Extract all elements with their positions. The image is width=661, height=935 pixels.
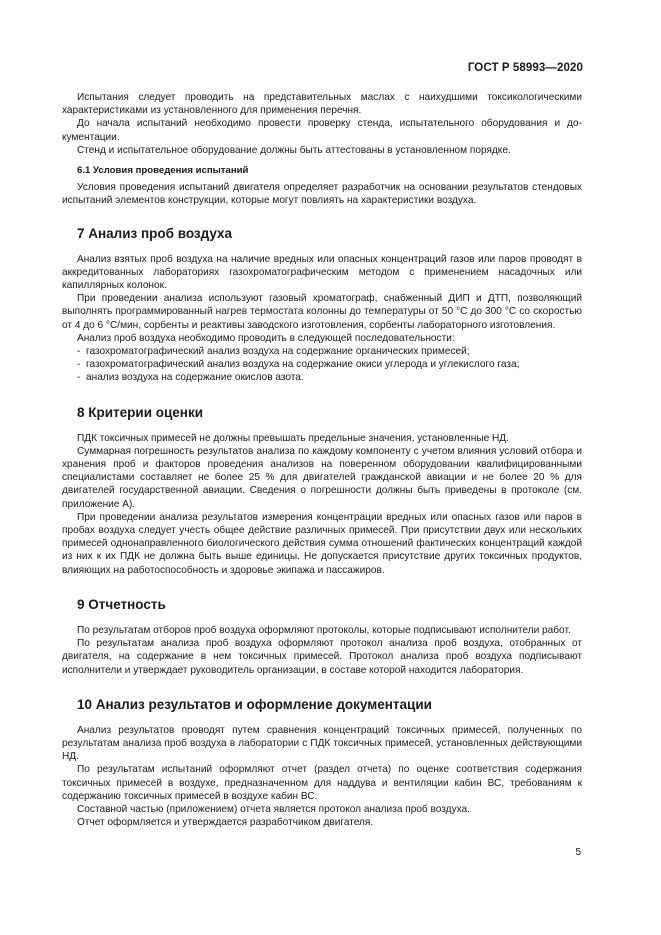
paragraph: Условия проведения испытаний двигателя определяет разработчик на основании результатов стендовых испытаний элементов конструкции, которые могут повлиять на характеристики воздуха. [62, 182, 582, 207]
section-title-8: 8 Критерии оценки [77, 404, 204, 420]
paragraph: По результатам отборов проб воздуха оформляют протоколы, которые подписывают исполнители работ. [77, 624, 571, 636]
paragraph: По результатам испытаний оформляют отчет (раздел отчета) по оценке соответствия содержания токсичных примесей в воздухе, предназначенном для наддува и вентиляции кабин ВС, требованиям к содержанию токсичных примесей в воздухе кабин ВС. [62, 764, 582, 802]
paragraph: Стенд и испытательное оборудование должны быть аттестованы в установленном порядке. [77, 144, 511, 156]
paragraph: Испытания следует проводить на представительных маслах с наихудшими токсикологическими характеристиками из установленного для применения перечня. [62, 92, 582, 117]
subsection-title-6-1: 6.1 Условия проведения испытаний [77, 165, 249, 177]
section-title-9: 9 Отчетность [77, 596, 166, 612]
page-number: 5 [575, 847, 581, 858]
paragraph: Анализ результатов проводят путем сравнения концентраций токсичных примесей, полученных по результатам анализа проб воздуха в лаборатории с ПДК токсичных примесей, установленных действующими НД. [62, 724, 582, 763]
paragraph: При проведении анализа используют газовый хроматограф, снабженный ДИП и ДТП, позволяющий выполнять программированный нагрев термостата колонны до температуры от 50 °С до 300 °С со скоростью от 4 до 6 °С/мин, сорбенты и реактивы заводского изготовления, сорбенты лабораторного изготовления. [62, 293, 582, 331]
section-title-7: 7 Анализ проб воздуха [77, 225, 233, 241]
list-item: - анализ воздуха на содержание окислов азота. [77, 372, 304, 384]
paragraph: При проведении анализа результатов измерения концентрации вредных или опасных газов или паров в пробах воздуха следует учесть общее действие различных примесей. При присутствии двух или нескольких примесей однонаправленного биологического действия сумма отношений фактических концентраций каждой из них к их ПДК не должна быть выше единицы. Не допускается присутствие других токсичных продуктов, влияющих на работоспособность и здоровье экипажа и пассажиров. [62, 511, 582, 576]
standard-header: ГОСТ Р 58993—2020 [467, 62, 583, 74]
paragraph: До начала испытаний необходимо провести проверку стенда, испытательного оборудования и документации. [62, 118, 582, 143]
paragraph: Анализ проб воздуха необходимо проводить в следующей последовательности: [77, 332, 455, 344]
paragraph: По результатам анализа проб воздуха оформляют протокол анализа проб воздуха, отобранных от двигателя, на содержание в нем токсичных примесей. Протокол анализа проб воздуха подписывают исполнители и утверждает руководитель организации, в составе которой находится лаборатория. [62, 638, 582, 676]
list-item: - газохроматографический анализ воздуха на содержание органических примесей; [77, 346, 470, 358]
page-content [62, 91, 582, 829]
paragraph: Анализ взятых проб воздуха на наличие вредных или опасных концентраций газов или паров проводят в аккредитованных лабораториях газохроматографическим методом с применением насадочных или капиллярных колонок. [62, 253, 582, 292]
paragraph: Отчет оформляется и утверждается разработчиком двигателя. [77, 817, 374, 829]
section-title-10: 10 Анализ результатов и оформление документации [77, 696, 432, 712]
list-item: - газохроматографический анализ воздуха на содержание окиси углерода и углекислого газа; [77, 359, 520, 371]
paragraph: Составной частью (приложением) отчета является протокол анализа проб воздуха. [77, 803, 470, 815]
paragraph: Суммарная погрешность результатов анализа по каждому компоненту с учетом влияния условий отбора и хранения проб и факторов проведения анализов на поверенном оборудовании квалифицированными специалистами составляет не более 25 % для двигателей гражданской авиации и не более 20 % для двигателей государственной авиации. Сведения о погрешности должны быть приведены в протоколе (см. приложение А). [62, 445, 582, 510]
paragraph: ПДК токсичных примесей не должны превышать предельные значения, установленные НД. [77, 432, 509, 444]
